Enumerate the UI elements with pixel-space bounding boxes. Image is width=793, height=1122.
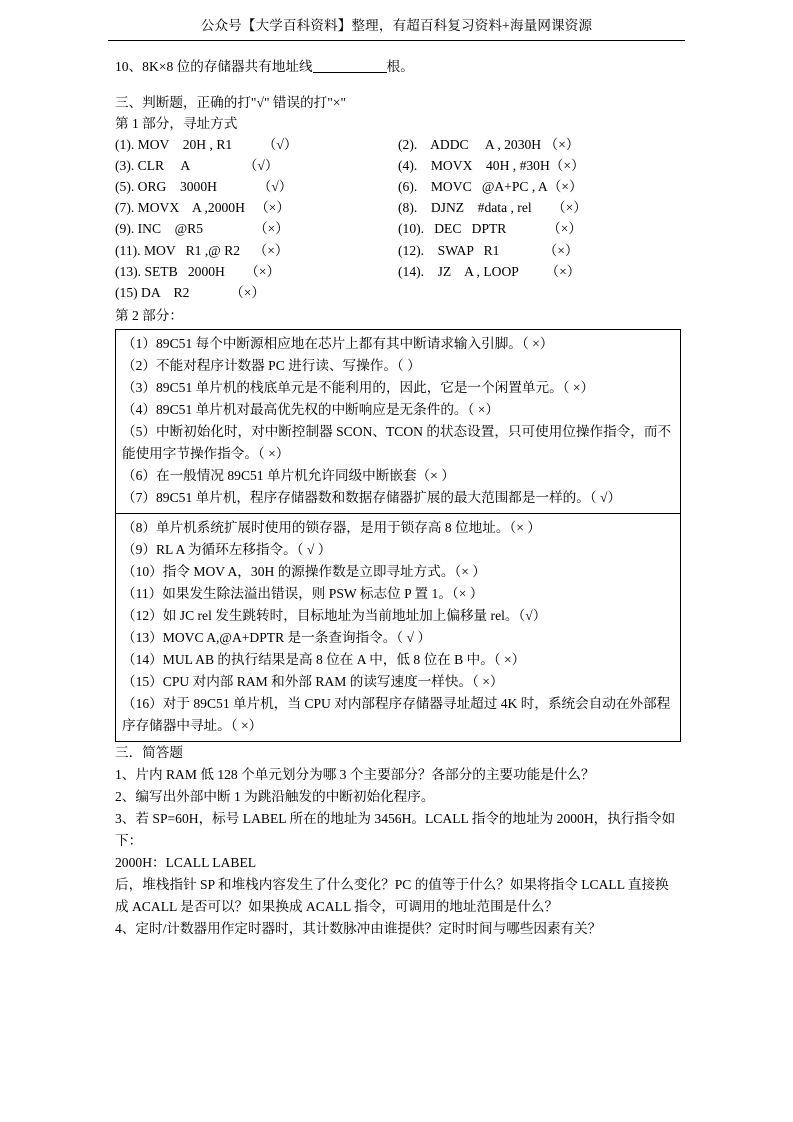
boxed-item: （13）MOVC A,@A+DPTR 是一条查询指令。（ √ ）: [122, 629, 431, 645]
judgement-item: (11). MOV R1 ,@ R2 （×）: [115, 242, 289, 258]
boxed-item: （7）89C51 单片机，程序存储器数和数据存储器扩展的最大范围都是一样的。（ √）: [122, 489, 622, 505]
boxed-item: （8）单片机系统扩展时使用的锁存器，是用于锁存高 8 位地址。（× ）: [122, 519, 541, 535]
judgement-item: (3). CLR A （√）: [115, 158, 279, 174]
boxed-block-1: [115, 329, 681, 514]
table-row: [115, 134, 681, 155]
qa-item: 3、若 SP=60H，标号 LABEL 所在的地址为 3456H。LCALL 指令的地址为 2000H，执行指令如下：: [115, 811, 676, 849]
section-qa: [115, 742, 681, 940]
boxed-item: （16）对于 89C51 单片机，当 CPU 对内部程序存储器寻址超过 4K 时，系统会自动在外部程序存储器中寻址。（ ×）: [122, 696, 671, 734]
boxed-item: （4）89C51 单片机对最高优先权的中断响应是无条件的。（ ×）: [122, 401, 499, 417]
table-row: [115, 176, 681, 197]
judgement-item: (1). MOV 20H , R1 （√）: [115, 137, 298, 153]
answer-blank: [313, 72, 387, 73]
header-divider: [108, 40, 685, 41]
section-3-title: 三、判断题，正确的打"√" 错误的打"×": [115, 95, 347, 111]
table-row: [115, 197, 681, 218]
judgement-item: (13). SETB 2000H （×）: [115, 263, 281, 279]
boxed-item: （9）RL A 为循环左移指令。（ √ ）: [122, 541, 332, 557]
document-content: [0, 56, 793, 940]
boxed-item: （15）CPU 对内部 RAM 和外部 RAM 的读写速度一样快。（ ×）: [122, 673, 504, 689]
page-header: 公众号【大学百科资料】整理，有超百科复习资料+海量网课资源: [200, 18, 593, 33]
judgement-rows: [115, 134, 681, 303]
boxed-item: （10）指令 MOV A，30H 的源操作数是立即寻址方式。（× ）: [122, 563, 486, 579]
boxed-item: （3）89C51 单片机的栈底单元是不能利用的，因此，它是一个闲置单元。（ ×）: [122, 379, 595, 395]
section-3-part-1-title: 第 1 部分，寻址方式: [115, 116, 238, 132]
judgement-item: [398, 282, 681, 303]
boxed-item: （12）如 JC rel 发生跳转时，目标地址为当前地址加上偏移量 rel。（√）: [122, 607, 547, 623]
judgement-item: (14). JZ A , LOOP （×）: [398, 263, 581, 279]
boxed-block-2: [115, 514, 681, 742]
judgement-item: (15) DA R2 （×）: [115, 284, 266, 300]
table-row: [115, 155, 681, 176]
question-10: [115, 56, 681, 77]
qa-code-line: 2000H：LCALL LABEL: [115, 855, 257, 871]
judgement-item: (8). DJNZ #data , rel （×）: [398, 200, 587, 216]
table-row: [115, 240, 681, 261]
judgement-item: (4). MOVX 40H , #30H（×）: [398, 158, 585, 174]
boxed-item: （5）中断初始化时，对中断控制器 SCON、TCON 的状态设置，只可使用位操作指令，而不能使用字节操作指令。（ ×）: [122, 423, 672, 461]
section-3-part-2-title: 第 2 部分：: [115, 307, 183, 323]
table-row: [115, 261, 681, 282]
judgement-item: (6). MOVC @A+PC , A（×）: [398, 179, 583, 195]
boxed-item: （14）MUL AB 的执行结果是高 8 位在 A 中，低 8 位在 B 中。（ ×）: [122, 651, 526, 667]
qa-item: 4、定时/计数器用作定时器时，其计数脉冲由谁提供？定时时间与哪些因素有关？: [115, 921, 602, 937]
question-10-prefix: 10、8K×8 位的存储器共有地址线: [115, 59, 313, 74]
judgement-item: (10). DEC DPTR （×）: [398, 221, 583, 237]
judgement-item: (9). INC @R5 （×）: [115, 221, 289, 237]
boxed-item: （1）89C51 每个中断源相应地在芯片上都有其中断请求输入引脚。（ ×）: [122, 335, 554, 351]
qa-item: 1、片内 RAM 低 128 个单元划分为哪 3 个主要部分？各部分的主要功能是什么？: [115, 767, 595, 783]
question-10-suffix: 根。: [386, 59, 414, 74]
judgement-item: (12). SWAP R1 （×）: [398, 242, 579, 258]
table-row: [115, 218, 681, 239]
judgement-item: (7). MOVX A ,2000H （×）: [115, 200, 290, 216]
boxed-item: （11）如果发生除法溢出错误，则 PSW 标志位 P 置 1。（× ）: [122, 585, 484, 601]
qa-item: 2、编写出外部中断 1 为跳沿触发的中断初始化程序。: [115, 789, 435, 805]
judgement-item: (2). ADDC A , 2030H （×）: [398, 137, 580, 153]
boxed-item: （6）在一般情况 89C51 单片机允许同级中断嵌套（× ）: [122, 467, 455, 483]
section-qa-title: 三．简答题: [115, 745, 183, 761]
judgement-item: (5). ORG 3000H （√）: [115, 179, 293, 195]
boxed-item: （2）不能对程序计数器 PC 进行读、写操作。（ ）: [122, 357, 421, 373]
qa-item: 后，堆栈指针 SP 和堆栈内容发生了什么变化？PC 的值等于什么？如果将指令 LCALL 直接换成 ACALL 是否可以？如果换成 ACALL 指令，可调用的地址范围是什么？: [115, 877, 669, 915]
table-row: [115, 282, 681, 303]
